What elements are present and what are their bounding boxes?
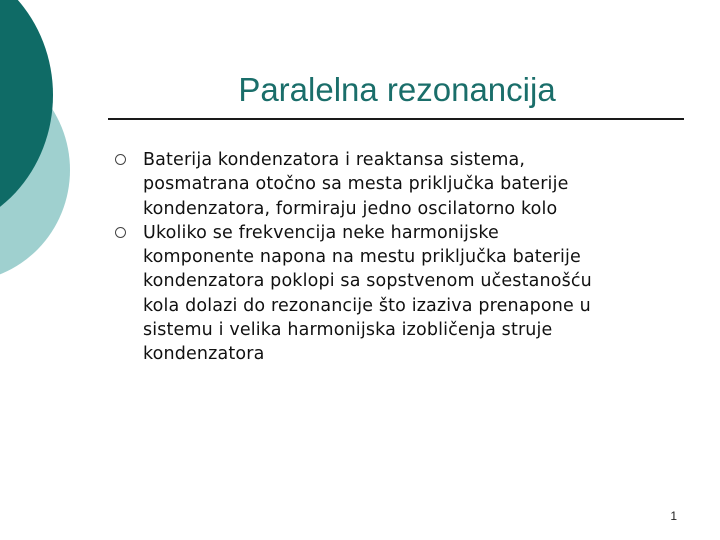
bullet-item [112, 221, 672, 367]
hollow-circle-icon [115, 154, 126, 165]
bullet-list [112, 148, 672, 367]
slide-title: Paralelna rezonancija [238, 71, 556, 108]
bullet-item [112, 148, 672, 221]
bullet-text: Baterija kondenzatora i reaktansa sistema, posmatrana otočno sa mesta priključka baterije kondenzatora, formiraju jedno oscilatorno kolo [143, 150, 569, 219]
bullet-text: Ukoliko se frekvencija neke harmonijske komponente napona na mestu priključka baterije kondenzatora poklopi sa sopstvenom učestanošću kola dolazi do rezonancije što izaziva prenapone u sistemu i velika harmonijska izobličenja struje kondenzatora [143, 222, 592, 365]
hollow-circle-icon [115, 227, 126, 238]
decorative-circles [0, 0, 120, 300]
title-divider [108, 118, 684, 120]
page-number: 1 [670, 509, 677, 523]
